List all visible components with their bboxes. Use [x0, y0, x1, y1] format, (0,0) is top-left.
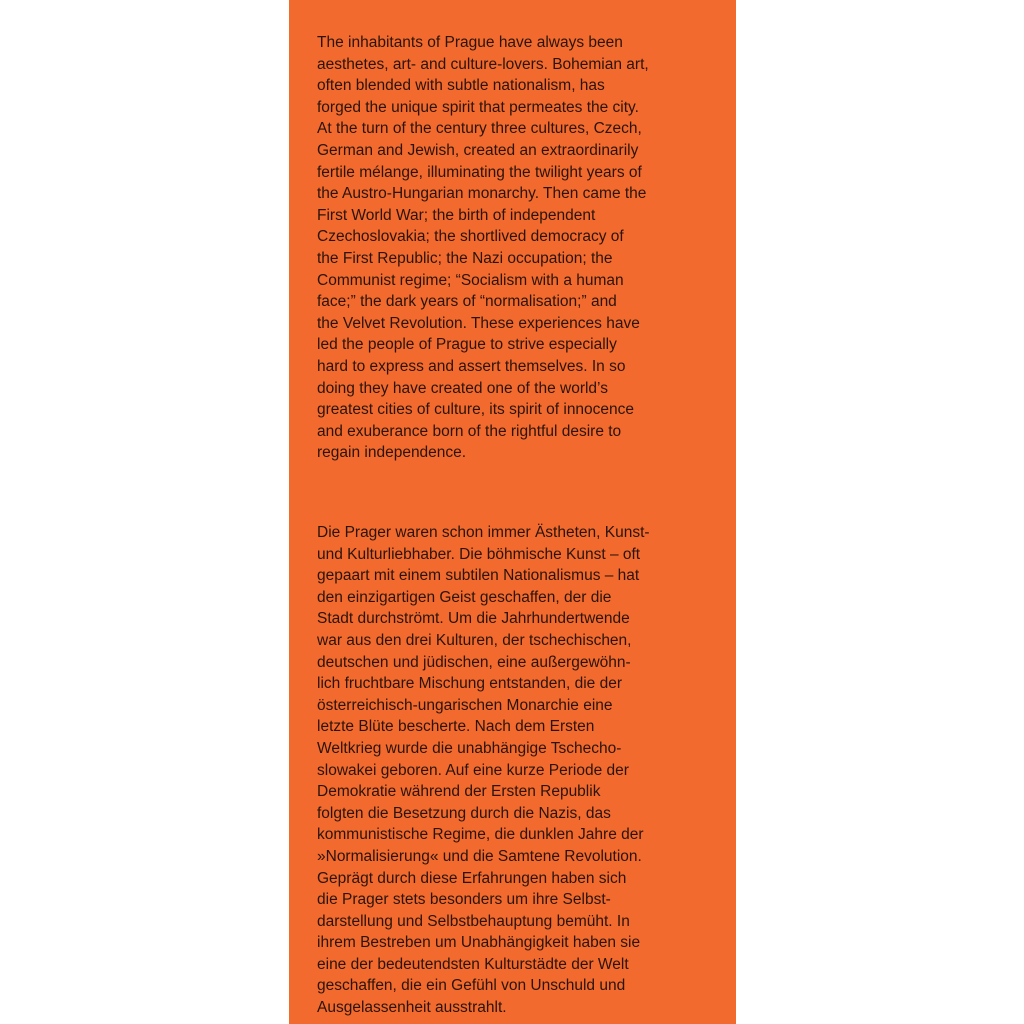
- text-line: slowakei geboren. Auf eine kurze Periode der: [317, 761, 629, 779]
- text-line: and exuberance born of the rightful desire to: [317, 422, 622, 440]
- text-line: aesthetes, art- and culture-lovers. Bohemian art,: [317, 55, 649, 73]
- german-paragraph: [317, 522, 712, 1019]
- text-line: folgten die Besetzung durch die Nazis, das: [317, 804, 611, 822]
- text-line: The inhabitants of Prague have always been: [317, 34, 623, 51]
- text-line: regain independence.: [317, 444, 467, 462]
- text-line: Stadt durchströmt. Um die Jahrhundertwende: [317, 610, 630, 628]
- text-line: forged the unique spirit that permeates the city.: [317, 98, 639, 116]
- text-line: lich fruchtbare Mischung entstanden, die der: [317, 675, 623, 693]
- text-line: darstellung und Selbstbehauptung bemüht. In: [317, 912, 630, 930]
- text-line: First World War; the birth of independent: [317, 206, 596, 224]
- text-line: Geprägt durch diese Erfahrungen haben sich: [317, 869, 627, 887]
- text-line: greatest cities of culture, its spirit of innocence: [317, 401, 635, 419]
- text-line: the Velvet Revolution. These experiences have: [317, 314, 640, 332]
- text-line: hard to express and assert themselves. In so: [317, 357, 626, 375]
- text-line: österreichisch-ungarischen Monarchie eine: [317, 696, 613, 714]
- text-line: the Austro-Hungarian monarchy. Then came the: [317, 185, 647, 203]
- text-line: deutschen und jüdischen, eine außergewöhn-: [317, 653, 631, 671]
- text-line: Czechoslovakia; the shortlived democracy of: [317, 228, 624, 246]
- english-paragraph: [317, 32, 712, 464]
- text-line: doing they have created one of the world’s: [317, 379, 608, 397]
- text-line: ihrem Bestreben um Unabhängigkeit haben sie: [317, 934, 641, 952]
- text-line: war aus den drei Kulturen, der tschechischen,: [317, 631, 632, 649]
- orange-text-panel: [289, 0, 736, 1024]
- text-line: the First Republic; the Nazi occupation; the: [317, 249, 613, 267]
- text-line: eine der bedeutendsten Kulturstädte der Welt: [317, 955, 629, 973]
- text-line: Communist regime; “Socialism with a human: [317, 271, 624, 289]
- text-line: den einzigartigen Geist geschaffen, der die: [317, 588, 612, 606]
- text-line: led the people of Prague to strive especially: [317, 336, 617, 354]
- text-line: Weltkrieg wurde die unabhängige Tschecho-: [317, 739, 622, 757]
- text-line: »Normalisierung« und die Samtene Revolution.: [317, 847, 642, 865]
- text-line: German and Jewish, created an extraordinarily: [317, 141, 639, 159]
- text-line: kommunistische Regime, die dunklen Jahre der: [317, 826, 644, 844]
- text-line: und Kulturliebhaber. Die böhmische Kunst – oft: [317, 545, 641, 563]
- text-line: letzte Blüte bescherte. Nach dem Ersten: [317, 718, 595, 736]
- text-line: gepaart mit einem subtilen Nationalismus – hat: [317, 567, 640, 585]
- text-line: die Prager stets besonders um ihre Selbst-: [317, 891, 611, 909]
- text-line: geschaffen, die ein Gefühl von Unschuld und: [317, 977, 626, 995]
- text-line: Die Prager waren schon immer Ästheten, Kunst-: [317, 524, 650, 541]
- text-line: fertile mélange, illuminating the twilight years of: [317, 163, 642, 181]
- text-line: Demokratie während der Ersten Republik: [317, 783, 601, 801]
- text-line: face;” the dark years of “normalisation;” and: [317, 293, 617, 311]
- text-line: often blended with subtle nationalism, has: [317, 77, 605, 95]
- text-line: Ausgelassenheit ausstrahlt.: [317, 999, 507, 1017]
- text-line: At the turn of the century three cultures, Czech,: [317, 120, 642, 138]
